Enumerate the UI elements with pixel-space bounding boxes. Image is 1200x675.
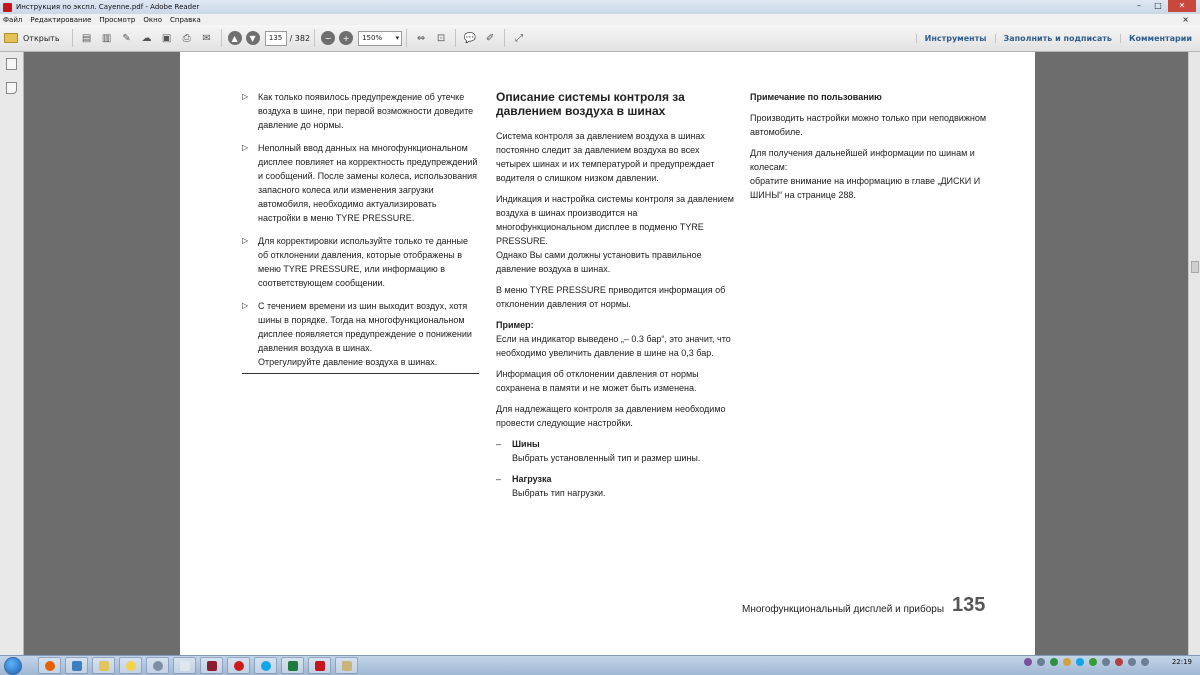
clock[interactable]: 22:19 xyxy=(1171,658,1192,666)
email-icon[interactable]: ✉ xyxy=(202,32,211,44)
document-page xyxy=(180,52,1035,655)
note-heading: Примечание по пользованию xyxy=(750,92,882,102)
toolbar-right-links xyxy=(916,25,1200,51)
zoom-out-icon[interactable]: − xyxy=(321,31,335,45)
cloud-upload-icon[interactable]: ☁ xyxy=(141,32,152,44)
title-bar xyxy=(0,0,1200,14)
excel-icon[interactable] xyxy=(281,657,304,674)
toolbar-separator xyxy=(455,29,456,47)
start-button[interactable] xyxy=(4,657,22,675)
toolbar-separator xyxy=(72,29,73,47)
fill-sign-link[interactable]: Заполнить и подписать xyxy=(995,34,1120,43)
folder-icon xyxy=(4,33,18,43)
list-item: ▷ Для корректировки используйте только те данные об отклонении давления, которые отображены в меню TYRE PRESSURE, или информацию в соответствующем сообщении. xyxy=(242,236,468,288)
system-tray xyxy=(1024,658,1192,666)
tools-link[interactable]: Инструменты xyxy=(916,34,995,43)
attachments-icon[interactable] xyxy=(6,82,17,94)
comments-link[interactable]: Комментарии xyxy=(1120,34,1200,43)
column-1 xyxy=(242,90,479,374)
open-button[interactable] xyxy=(4,33,60,43)
messenger-icon[interactable] xyxy=(119,657,142,674)
print-icon[interactable]: ⎙ xyxy=(182,32,191,44)
menu-window[interactable]: Окно xyxy=(143,15,162,24)
close-document-icon[interactable]: × xyxy=(1182,15,1189,24)
vertical-scrollbar[interactable] xyxy=(1188,52,1200,655)
viber-icon[interactable] xyxy=(1024,658,1032,666)
export-pdf-icon[interactable]: ▥ xyxy=(101,32,112,44)
scrollbar-thumb[interactable] xyxy=(1191,261,1199,273)
zoom-in-icon[interactable]: + xyxy=(339,31,353,45)
close-window-button[interactable]: ✕ xyxy=(1168,0,1196,12)
column-3: Примечание по пользованию Производить настройки можно только при неподвижном автомобиле. Для получения дальнейшей информации по шинам и колесам: обратите внимание на информацию в главе „ДИСКИ И ШИНЫ“ на странице 288. xyxy=(750,90,995,209)
navigation-panel xyxy=(0,52,24,655)
skype-tray-icon[interactable] xyxy=(1076,658,1084,666)
volume-icon[interactable] xyxy=(1141,658,1149,666)
window-title: Инструкция по экспл. Cayenne.pdf - Adobe Reader xyxy=(16,3,200,11)
fit-page-icon[interactable]: ⊡ xyxy=(436,32,446,44)
next-page-icon[interactable]: ▼ xyxy=(246,31,260,45)
skype-icon[interactable] xyxy=(254,657,277,674)
network-icon[interactable] xyxy=(1128,658,1136,666)
toolbar-separator xyxy=(406,29,407,47)
window-controls xyxy=(1129,0,1196,12)
fullscreen-icon[interactable]: ⤢ xyxy=(515,32,524,44)
tray-icon[interactable] xyxy=(1063,658,1071,666)
section-heading: Описание системы контроля за давлением воздуха в шинах xyxy=(496,90,685,118)
tray-icon[interactable] xyxy=(1089,658,1097,666)
adobe-reader-icon xyxy=(3,3,12,12)
window-app-icon[interactable] xyxy=(173,657,196,674)
page-total: / 382 xyxy=(289,33,311,43)
toolbar-separator xyxy=(504,29,505,47)
section-end-rule xyxy=(242,373,479,374)
flag-icon[interactable] xyxy=(1102,658,1110,666)
bullet-triangle-icon: ▷ xyxy=(242,236,249,245)
toolbar-separator xyxy=(314,29,315,47)
archiver-icon[interactable] xyxy=(200,657,223,674)
firefox-icon[interactable] xyxy=(38,657,61,674)
explorer-icon[interactable] xyxy=(92,657,115,674)
bullet-triangle-icon: ▷ xyxy=(242,301,249,310)
page-footer-number: 135 xyxy=(952,594,986,616)
media-player-icon[interactable] xyxy=(65,657,88,674)
column-2: Описание системы контроля за давлением воздуха в шинах Система контроля за давлением воздуха в шинах постоянно следит за давлением воздуха во всех четырех шинах и их температурой и предупреждает водителя о слишком низком давлении. Индикация и настройка системы контроля за давлением воздуха в шинах производится на многофункциональном дисплее в подменю TYRE PRESSURE. Однако Вы сами должны установить правильное давление воздуха в шинах. В меню TYRE PRESSURE приводится информация об отклонении давления от нормы. Пример: Если на индикатор выведено „– 0.3 бар“, это значит, что необходимо увеличить давление в шине на 0,3 бар. Информация об отклонении давления от нормы сохранена в памяти и не может быть изменена. Для надлежащего контроля за давлением необходимо провести следующие настройки. – Шины Выбрать установленный тип и размер шины. – Нагрузка Выбрать тип нагрузки. xyxy=(496,90,736,507)
list-item: – Нагрузка Выбрать тип нагрузки. xyxy=(496,474,606,498)
list-item: – Шины Выбрать установленный тип и размер шины. xyxy=(496,439,701,463)
toolbar-separator xyxy=(221,29,222,47)
bullet-triangle-icon: ▷ xyxy=(242,92,249,101)
page-footer-title: Многофункциональный дисплей и приборы xyxy=(742,604,945,615)
page-number-input[interactable]: 135 xyxy=(265,31,287,46)
maximize-button[interactable]: □ xyxy=(1154,1,1162,10)
toolbar xyxy=(0,25,1200,52)
zoom-select[interactable]: 150% ▾ xyxy=(358,31,402,46)
minimize-button[interactable]: – xyxy=(1137,1,1141,10)
opera-icon[interactable] xyxy=(227,657,250,674)
page-thumbnails-icon[interactable] xyxy=(6,58,17,70)
menu-view[interactable]: Просмотр xyxy=(99,15,136,24)
menu-edit[interactable]: Редактирование xyxy=(30,15,92,24)
disk-icon[interactable] xyxy=(146,657,169,674)
taskbar xyxy=(0,655,1200,675)
acrobat-icon[interactable] xyxy=(308,657,331,674)
previous-page-icon[interactable]: ▲ xyxy=(228,31,242,45)
open-label: Открыть xyxy=(23,33,60,43)
create-pdf-icon[interactable]: ▤ xyxy=(81,32,92,44)
tray-icon[interactable] xyxy=(1050,658,1058,666)
edit-icon[interactable]: ✎ xyxy=(122,32,131,44)
list-item: ▷ Как только появилось предупреждение об утечке воздуха в шине, при первой возможности доведите давление до нормы. xyxy=(242,92,474,130)
menu-file[interactable]: Файл xyxy=(3,15,23,24)
tray-icon[interactable] xyxy=(1115,658,1123,666)
taskbar-apps xyxy=(38,657,362,674)
bullet-triangle-icon: ▷ xyxy=(242,143,249,152)
save-icon[interactable]: ▣ xyxy=(161,32,172,44)
menu-bar xyxy=(0,14,1200,25)
comment-icon[interactable]: 💬 xyxy=(463,32,477,44)
menu-help[interactable]: Справка xyxy=(169,15,201,24)
tray-icon[interactable] xyxy=(1037,658,1045,666)
app-window-icon[interactable] xyxy=(335,657,358,674)
list-item: ▷ С течением времени из шин выходит воздух, хотя шины в порядке. Тогда на многофункциональном дисплее появляется предупреждение о понижении давления воздуха в шинах. Отрегулируйте давление воздуха в шинах. xyxy=(242,301,472,367)
list-item: ▷ Неполный ввод данных на многофункциональном дисплее повлияет на корректность предупреждений и сообщений. После замены колеса, использования запасного колеса или изменения загрузки автомобиля, необходимо актуализировать настройки в меню TYRE PRESSURE. xyxy=(242,143,478,223)
highlight-icon[interactable]: ✐ xyxy=(485,32,495,44)
fit-width-icon[interactable]: ⇔ xyxy=(416,32,426,44)
